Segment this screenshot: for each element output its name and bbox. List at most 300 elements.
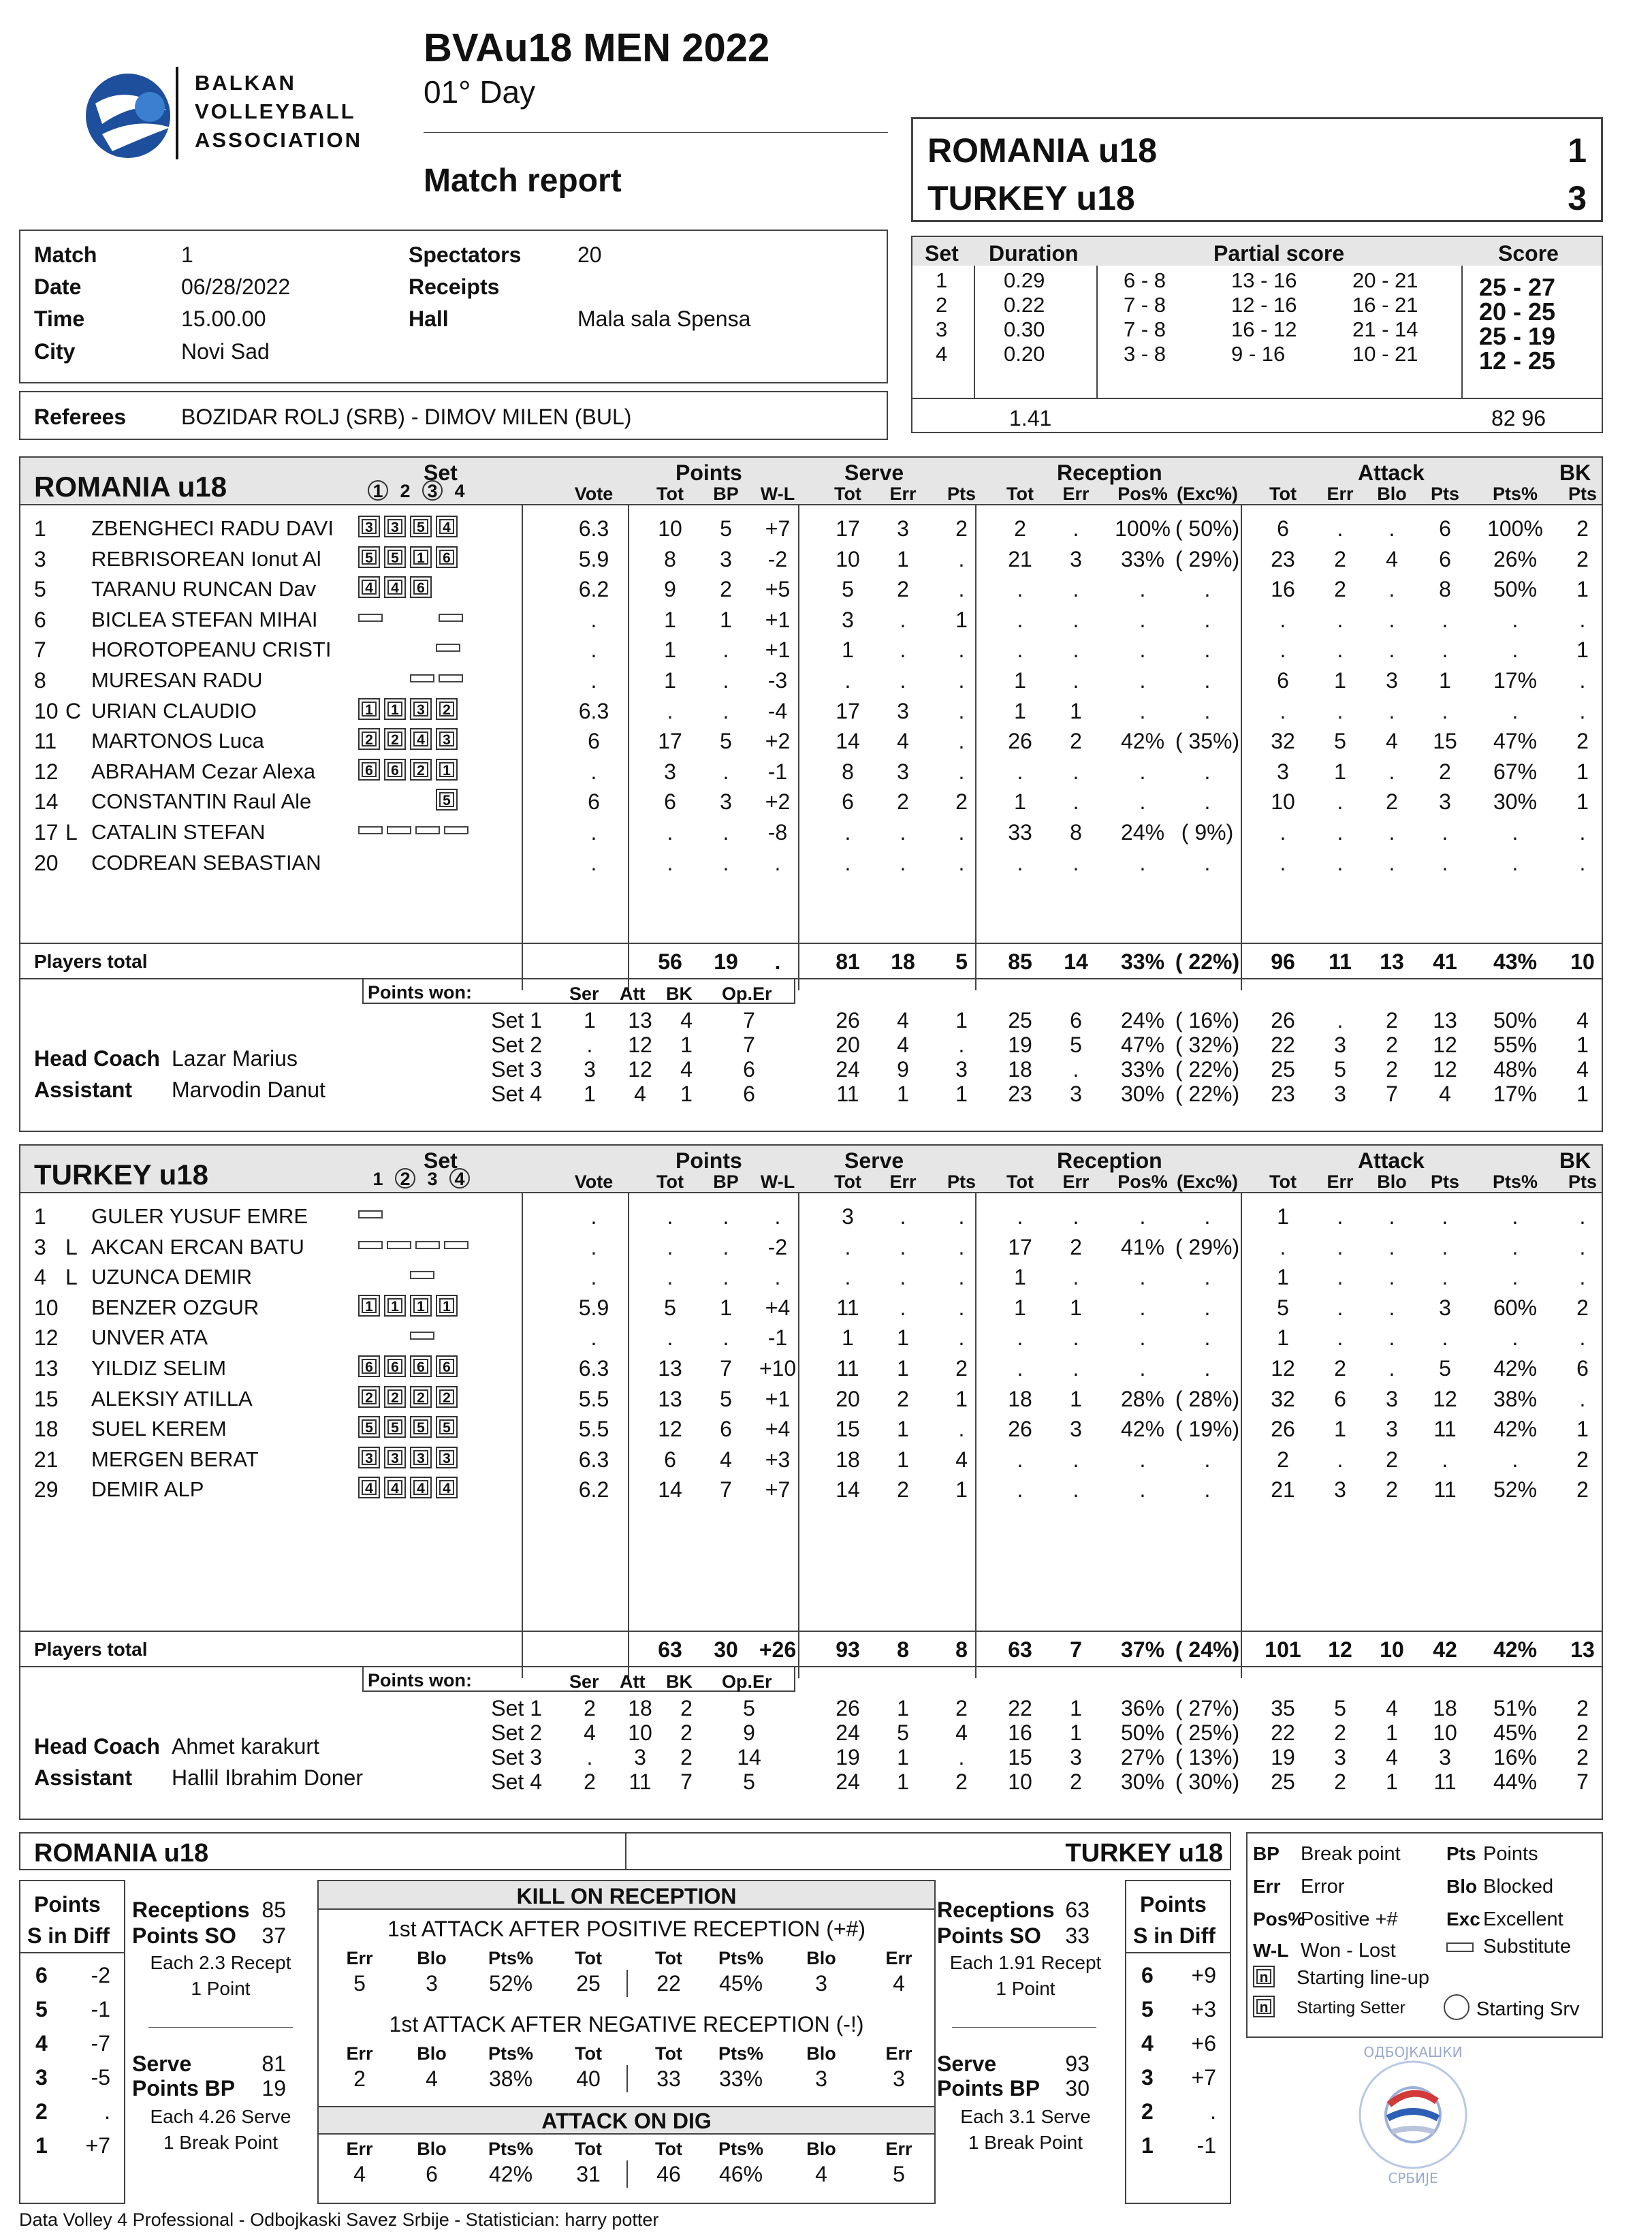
set-row-stat: 44% — [1493, 1769, 1538, 1794]
points-diff: -7 — [91, 2031, 110, 2056]
lineup-position: 3 — [413, 702, 428, 717]
column-subheader: Pts — [1430, 484, 1460, 504]
kill-header-left: Tot — [575, 2139, 602, 2159]
set-score-cell: 0.29 — [1004, 268, 1045, 292]
set-row-stat: 12 — [1433, 1057, 1457, 1082]
lineup-position-box — [436, 698, 458, 720]
column-subheader: Err — [889, 1171, 917, 1192]
player-number: 10 — [34, 698, 59, 723]
player-stat: . — [722, 1234, 729, 1259]
player-stat: 5 — [720, 729, 732, 754]
total-stat: 93 — [836, 1637, 860, 1662]
player-stat: 5.9 — [578, 1295, 609, 1320]
player-stat: . — [722, 638, 729, 663]
set-row-stat: ( 25%) — [1175, 1720, 1240, 1745]
set-col-header: Set — [925, 241, 959, 266]
player-stat: 1 — [664, 668, 676, 693]
set-row-stat: 3 — [1070, 1745, 1082, 1769]
set-score-cell: 4 — [936, 342, 948, 366]
player-stat: . — [1512, 1265, 1519, 1290]
points-diff: +7 — [85, 2133, 110, 2158]
player-stat: 3 — [897, 516, 909, 541]
lineup-position-box — [410, 1386, 432, 1408]
player-set-lineup — [358, 819, 473, 834]
kill-header-left: Err — [346, 2139, 373, 2159]
points-set-index: 5 — [35, 1997, 48, 2021]
column-subheader: Pos% — [1117, 484, 1168, 504]
player-stat: 16 — [1271, 577, 1295, 602]
set-row-stat: 20 — [836, 1033, 860, 1057]
legend-abbr: Pts — [1446, 1843, 1476, 1864]
points-diff: +3 — [1191, 1997, 1216, 2021]
player-stat: 32 — [1271, 729, 1295, 754]
player-name: BICLEA STEFAN MIHAI — [91, 607, 318, 631]
points-set-index: 6 — [1141, 1963, 1154, 1987]
column-subheader: Pts% — [1492, 1171, 1538, 1192]
pos-title: 1st ATTACK AFTER POSITIVE RECEPTION (+#) — [387, 1917, 866, 1941]
substitute-icon — [444, 826, 468, 834]
set-row-stat: 1 — [897, 1696, 909, 1720]
player-stat: 1 — [1334, 668, 1346, 693]
score-col-header: Score — [1498, 241, 1559, 266]
lineup-position: 4 — [387, 580, 402, 595]
player-stat: . — [1512, 1234, 1519, 1259]
lineup-position-box — [436, 1477, 458, 1498]
kill-value-right: 33% — [718, 2066, 763, 2091]
player-stat: . — [958, 668, 965, 693]
player-number: 1 — [34, 1204, 46, 1229]
lineup-position: 6 — [362, 762, 377, 777]
player-stat: . — [958, 638, 965, 663]
player-stat: . — [1388, 1295, 1395, 1320]
legend-abbr: Pos% — [1253, 1908, 1305, 1930]
home-points-hdr2: S in Diff — [27, 1923, 110, 1948]
set-row-stat: 1 — [680, 1033, 693, 1057]
column-subheader: Vote — [574, 484, 614, 504]
column-subheader: Vote — [574, 1171, 614, 1192]
player-stat: 24% — [1120, 820, 1165, 845]
set-row-stat: 23 — [1271, 1082, 1295, 1106]
player-stat: 67% — [1493, 759, 1538, 784]
player-name: MERGEN BERAT — [91, 1447, 259, 1471]
column-subheader: Blo — [1377, 484, 1407, 504]
set-row-stat: 2 — [584, 1769, 596, 1794]
legend-desc: Won - Lost — [1301, 1940, 1396, 1962]
player-set-lineup — [358, 1295, 462, 1317]
legend-desc: Error — [1301, 1876, 1345, 1898]
player-stat: . — [1337, 1234, 1344, 1259]
points-set-index: 4 — [1141, 2031, 1154, 2056]
player-stat: . — [1442, 698, 1448, 723]
points-header: Points — [676, 1148, 742, 1173]
player-stat: . — [1073, 607, 1079, 632]
lineup-position-box — [410, 546, 432, 568]
set-score-value: 25 - 27 — [1479, 273, 1556, 301]
set-row-stat: ( 27%) — [1175, 1696, 1240, 1720]
player-stat: 1 — [1070, 698, 1082, 723]
set-row-stat: 4 — [584, 1720, 596, 1745]
bk-header: BK — [1559, 1148, 1591, 1173]
lineup-position: 3 — [362, 1450, 377, 1465]
points-set-index: 3 — [1141, 2065, 1154, 2090]
set-row-stat: 1 — [955, 1082, 968, 1106]
points-won-label: Points won: — [368, 982, 472, 1003]
lineup-position: 5 — [362, 550, 377, 565]
away-so-value: 33 — [1065, 1923, 1090, 1948]
player-stat: . — [1073, 1447, 1079, 1472]
lineup-position: 1 — [387, 1298, 402, 1313]
player-stat: . — [1139, 759, 1146, 784]
player-stat: . — [1017, 1204, 1023, 1229]
player-stat: +7 — [765, 516, 791, 541]
kill-value-right: 46 — [656, 2162, 681, 2186]
player-stat: . — [1280, 850, 1286, 875]
player-stat: +5 — [765, 577, 791, 602]
set-row-stat: 10 — [628, 1720, 652, 1745]
hall-label: Hall — [409, 306, 449, 331]
player-stat: 2 — [955, 1356, 968, 1381]
lineup-position: 2 — [439, 702, 454, 717]
player-stat: ( 29%) — [1175, 1234, 1240, 1259]
set-row-stat: 6 — [1070, 1008, 1082, 1033]
total-stat: 18 — [891, 949, 915, 974]
set-row-stat: ( 13%) — [1175, 1745, 1240, 1769]
set-score-value: 12 - 25 — [1479, 347, 1556, 375]
player-stat: ( 29%) — [1175, 546, 1240, 571]
set-number-label: 4 — [449, 1168, 470, 1189]
set-row-stat: 15 — [1008, 1745, 1032, 1769]
player-stat: . — [1579, 1234, 1586, 1259]
substitute-icon — [439, 674, 463, 682]
player-set-lineup — [358, 850, 462, 872]
away-receptions-value: 63 — [1065, 1898, 1090, 1922]
set-row-stat: 10 — [1008, 1769, 1032, 1794]
kill-value-left: 31 — [576, 2162, 601, 2186]
player-stat: . — [1204, 577, 1211, 602]
kill-header-right: Tot — [655, 2139, 682, 2159]
kill-header-right: Err — [885, 2139, 912, 2159]
set-row-stat: 6 — [743, 1082, 755, 1106]
set-row-stat: 12 — [1433, 1033, 1457, 1057]
player-stat: 8 — [842, 759, 854, 784]
player-stat: 2 — [897, 577, 909, 602]
player-number: 12 — [34, 1325, 59, 1351]
player-stat: 1 — [1070, 1295, 1082, 1320]
player-stat: . — [1388, 638, 1395, 663]
total-stat: 7 — [1070, 1637, 1082, 1662]
home-so-label: Points SO — [132, 1923, 236, 1948]
home-each-srv: Each 4.26 Serve — [150, 2106, 291, 2127]
column-subheader: Tot — [1269, 484, 1297, 504]
player-stat: 42% — [1120, 729, 1165, 754]
player-stat: . — [1512, 1447, 1519, 1472]
player-stat: +4 — [765, 1417, 791, 1442]
kill-value-left: 3 — [426, 1971, 438, 1996]
points-won-col: Ser — [569, 984, 599, 1004]
set-row-stat: 55% — [1493, 1033, 1538, 1057]
set-row-stat: 3 — [955, 1057, 968, 1082]
column-subheader: Tot — [1269, 1171, 1297, 1192]
player-stat: 1 — [897, 1356, 909, 1381]
set-row-stat: 33% — [1120, 1057, 1165, 1082]
player-stat: . — [774, 1204, 781, 1229]
lineup-position: 5 — [439, 792, 454, 807]
team-header-line — [19, 504, 1603, 505]
lineup-position: 1 — [439, 762, 454, 777]
player-stat: . — [1280, 698, 1286, 723]
set-row-stat: 5 — [897, 1720, 909, 1745]
player-stat: +3 — [765, 1447, 791, 1472]
player-stat: 6.2 — [578, 1477, 609, 1503]
assistant-name: Hallil Ibrahim Doner — [172, 1765, 363, 1790]
player-stat: . — [1579, 1325, 1586, 1351]
home-team-name: ROMANIA u18 — [927, 131, 1158, 170]
lineup-position-box — [436, 516, 458, 537]
player-stat: 8 — [664, 546, 676, 571]
time-value: 15.00.00 — [181, 306, 266, 331]
lineup-position: 3 — [439, 731, 454, 746]
total-stat: 81 — [836, 949, 860, 974]
player-stat: . — [1388, 759, 1395, 784]
totals-line-bottom — [19, 978, 1603, 979]
points-won-label: Points won: — [368, 1670, 472, 1690]
player-stat: 42% — [1493, 1356, 1538, 1381]
player-set-lineup — [358, 1325, 464, 1347]
set-score-cell: 21 - 14 — [1352, 317, 1418, 341]
set-score-cell: 0.20 — [1004, 342, 1045, 366]
player-stat: 14 — [836, 729, 860, 754]
player-stat: . — [1337, 850, 1344, 875]
set-score-cell: 7 - 8 — [1124, 317, 1166, 341]
player-stat: . — [844, 668, 851, 693]
points-won-col: Att — [620, 984, 646, 1004]
lineup-position-box — [384, 546, 406, 568]
lineup-position: 6 — [413, 1359, 428, 1374]
away-each-rec2: 1 Point — [996, 1978, 1055, 1999]
player-stat: 2 — [897, 1386, 909, 1411]
set-row-stat: 14 — [737, 1745, 761, 1769]
player-stat: . — [774, 850, 781, 875]
home-each-srv2: 1 Break Point — [163, 2132, 279, 2153]
player-stat: 3 — [1386, 1417, 1398, 1442]
player-stat: 6.3 — [578, 1356, 609, 1381]
lineup-position: 2 — [362, 731, 377, 746]
player-stat: 17% — [1493, 668, 1538, 693]
column-subheader: Blo — [1377, 1171, 1407, 1192]
player-stat: 6 — [1277, 668, 1289, 693]
player-stat: 1 — [1576, 789, 1589, 815]
player-stat: . — [590, 759, 597, 784]
total-stat: . — [774, 949, 781, 974]
player-stat: 13 — [658, 1356, 682, 1381]
kill-value-left: 42% — [488, 2162, 533, 2186]
set-row-stat: 12 — [628, 1033, 652, 1057]
kill-value-right: 3 — [893, 2066, 905, 2091]
player-stat: . — [1017, 1447, 1023, 1472]
match-value: 1 — [181, 242, 193, 267]
player-stat: . — [958, 1295, 965, 1320]
home-each-rec2: 1 Point — [191, 1978, 251, 1999]
summary-away-name: TURKEY u18 — [1065, 1839, 1223, 1868]
away-serve-label: Serve — [937, 2051, 997, 2076]
player-stat: 1 — [955, 1386, 968, 1411]
player-stat: . — [1139, 1477, 1146, 1503]
lineup-position: 6 — [439, 1359, 454, 1374]
player-stat: . — [1388, 516, 1395, 541]
away-each-rec: Each 1.91 Recept — [949, 1952, 1102, 1973]
set-row-stat: 2 — [1386, 1033, 1398, 1057]
player-stat: 6.3 — [578, 1447, 609, 1472]
lineup-position-box — [358, 759, 380, 781]
points-diff: -5 — [91, 2065, 110, 2090]
set-row-stat: 6 — [743, 1057, 755, 1082]
player-stat: . — [1017, 638, 1023, 663]
set-number-label: 3 — [427, 1169, 438, 1189]
total-stat: 63 — [658, 1637, 682, 1662]
lineup-position-box — [358, 576, 380, 598]
points-set-index: 2 — [35, 2099, 48, 2124]
player-stat: . — [958, 577, 965, 602]
player-stat: . — [1073, 789, 1079, 815]
points-won-col: Op.Er — [722, 984, 772, 1004]
player-stat: ( 28%) — [1175, 1386, 1240, 1411]
player-stat: 13 — [658, 1386, 682, 1411]
lineup-position-box — [384, 1295, 406, 1317]
set-row-stat: ( 22%) — [1175, 1057, 1240, 1082]
kill-value-right: 22 — [656, 1971, 681, 1996]
player-name: UZUNCA DEMIR — [91, 1265, 252, 1289]
away-each-srv2: 1 Break Point — [968, 2132, 1083, 2153]
player-stat: 6 — [720, 1417, 732, 1442]
player-stat: . — [1442, 1234, 1448, 1259]
kill-header-right: Err — [885, 2043, 912, 2064]
player-stat: 17 — [836, 698, 860, 723]
player-stat: . — [1204, 1447, 1211, 1472]
federation-seal — [1335, 2036, 1491, 2193]
player-stat: 2 — [1070, 729, 1082, 754]
player-stat: . — [1442, 1204, 1448, 1229]
set-row-stat: 22 — [1271, 1720, 1295, 1745]
lineup-position-box — [384, 1447, 406, 1468]
totals-label: Players total — [34, 1639, 148, 1660]
player-stat: . — [900, 1204, 906, 1229]
player-stat: 1 — [1014, 668, 1026, 693]
set-row-stat: 1 — [897, 1082, 909, 1106]
player-stat: . — [1073, 759, 1079, 784]
player-number: 10 — [34, 1295, 59, 1320]
duration-col-header: Duration — [989, 241, 1079, 266]
player-stat: 2 — [1576, 546, 1589, 571]
player-stat: 26 — [1271, 1417, 1295, 1442]
set-number-label: 2 — [395, 1168, 415, 1189]
set-row-stat: ( 16%) — [1175, 1008, 1240, 1033]
points-set-index: 2 — [1141, 2099, 1154, 2124]
set-row-label: Set 3 — [491, 1745, 542, 1769]
player-number: 15 — [34, 1386, 59, 1411]
kill-divider — [626, 2065, 628, 2092]
set-score-cell: 0.30 — [1004, 317, 1045, 341]
player-stat: +7 — [765, 1477, 791, 1503]
player-name: UNVER ATA — [91, 1325, 208, 1350]
lineup-position: 5 — [439, 1419, 454, 1434]
player-name: TARANU RUNCAN Dav — [91, 577, 317, 601]
player-stat: 28% — [1120, 1386, 1165, 1411]
set-row-stat: 3 — [1334, 1082, 1346, 1106]
player-stat: . — [1579, 850, 1586, 875]
player-stat: 2 — [1576, 1477, 1589, 1503]
set-row-stat: 4 — [955, 1720, 968, 1745]
player-stat: . — [774, 1265, 781, 1290]
player-stat: . — [1579, 607, 1586, 632]
player-stat: 11 — [836, 1356, 859, 1381]
player-stat: 1 — [1277, 1325, 1289, 1351]
set-row-stat: 3 — [1070, 1082, 1082, 1106]
home-receptions-label: Receptions — [132, 1898, 250, 1922]
player-stat: . — [1204, 1204, 1211, 1229]
set-row-stat: 4 — [680, 1057, 693, 1082]
player-stat: 14 — [836, 1477, 860, 1503]
player-set-lineup — [358, 516, 462, 537]
set-row-stat: 35 — [1271, 1696, 1295, 1720]
lineup-position: 4 — [387, 1480, 402, 1495]
away-so-label: Points SO — [937, 1923, 1041, 1948]
player-stat: . — [1337, 1325, 1344, 1351]
player-stat: 4 — [1386, 546, 1398, 571]
legend-desc: Excellent — [1483, 1908, 1563, 1930]
set-row-stat: 4 — [1386, 1745, 1398, 1769]
lineup-position: 3 — [362, 519, 377, 534]
points-diff: +9 — [1191, 1963, 1216, 1987]
away-serve-value: 93 — [1065, 2051, 1090, 2076]
lineup-position: 4 — [362, 1480, 377, 1495]
player-stat: 3 — [720, 546, 732, 571]
player-stat: . — [1388, 577, 1395, 602]
team-name: TURKEY u18 — [34, 1159, 208, 1191]
player-stat: 1 — [897, 546, 909, 571]
set-row-stat: 1 — [1070, 1696, 1082, 1720]
lineup-position: 3 — [439, 1450, 454, 1465]
player-stat: 3 — [1386, 668, 1398, 693]
kill-header-left: Tot — [575, 1948, 602, 1968]
player-stat: . — [1073, 668, 1079, 693]
lineup-position-box — [410, 728, 432, 750]
player-stat: . — [900, 668, 906, 693]
lineup-position-box — [358, 1386, 380, 1408]
column-subheader: Pts — [947, 484, 976, 504]
total-stat: 42% — [1493, 1637, 1538, 1662]
total-stat: 13 — [1380, 949, 1404, 974]
set-header: Set — [424, 460, 458, 485]
head-coach-label: Head Coach — [34, 1734, 160, 1759]
player-stat: . — [1204, 1477, 1211, 1503]
set-number-label: 1 — [372, 1169, 383, 1189]
total-stat: 42 — [1433, 1637, 1457, 1662]
lineup-position-box — [358, 1355, 380, 1377]
player-stat: . — [1512, 638, 1519, 663]
set-row-stat: 36% — [1120, 1696, 1165, 1720]
player-stat: . — [1442, 1447, 1448, 1472]
legend-setter: Starting Setter — [1297, 1998, 1405, 2017]
points-set-index: 1 — [35, 2133, 48, 2158]
player-stat: . — [958, 546, 965, 571]
set-row-stat: 30% — [1120, 1082, 1165, 1106]
player-name: MURESAN RADU — [91, 668, 263, 692]
lineup-position: 1 — [362, 702, 377, 717]
player-stat: 6.3 — [578, 698, 609, 723]
player-stat: . — [722, 1204, 729, 1229]
set-row-stat: ( 30%) — [1175, 1769, 1240, 1794]
player-stat: . — [722, 850, 729, 875]
